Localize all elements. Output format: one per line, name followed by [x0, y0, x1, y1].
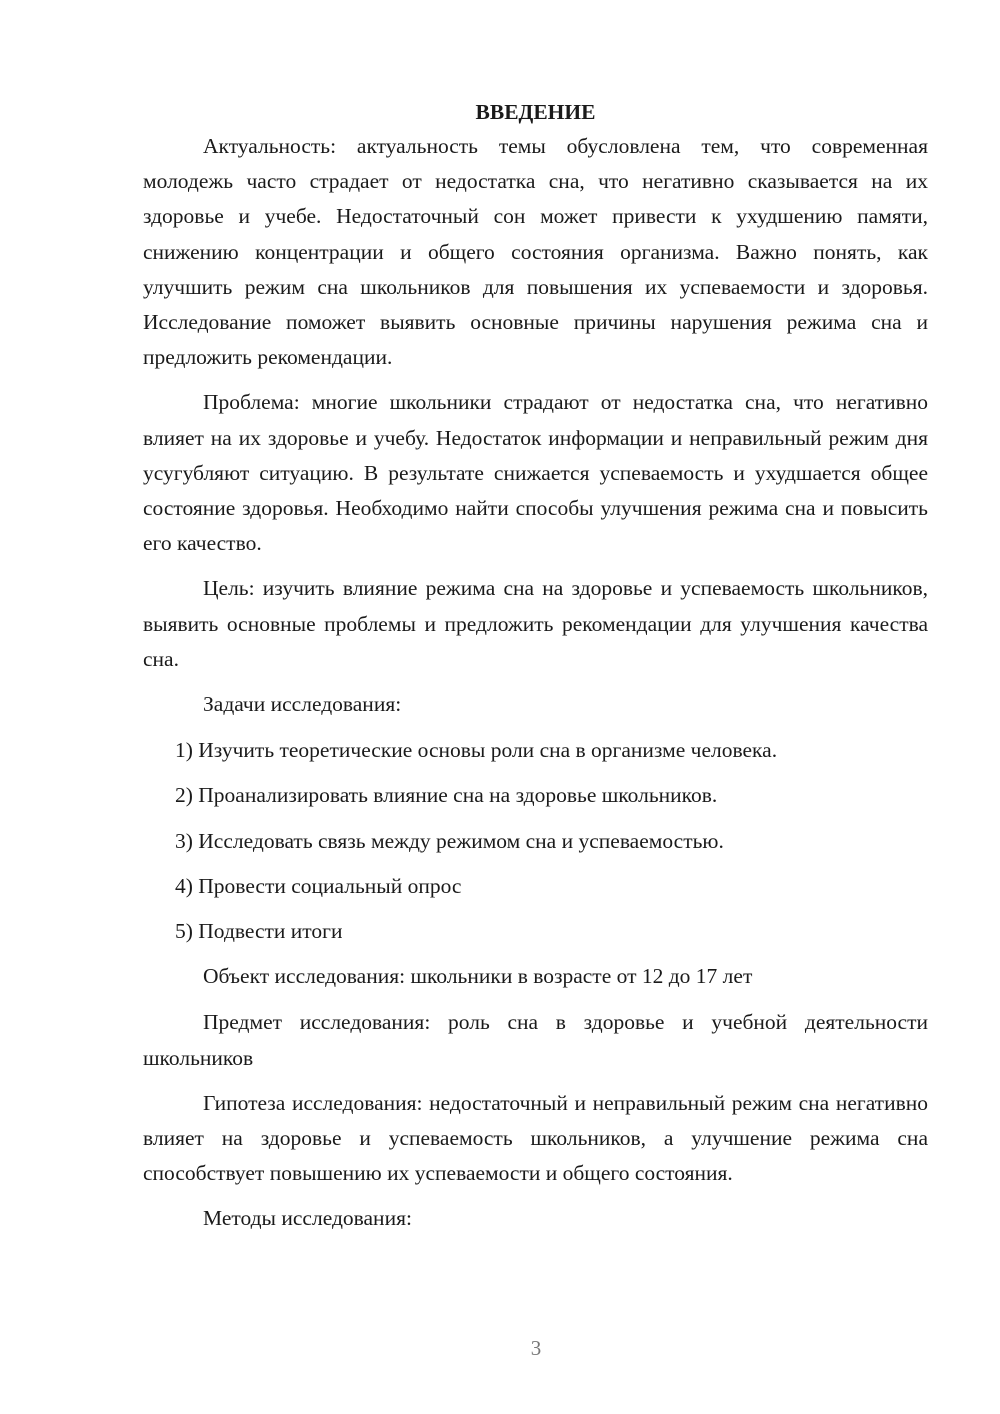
list-item: 5) Подвести итоги	[175, 919, 343, 944]
problem-paragraph: Проблема: многие школьники страдают от недостатка сна, что негативно влияет на их здоровье и учебу. Недостаток информации и неправильный режим дня усугубляют ситуацию. В результате снижается успеваемость и ухудшается общее состояние здоровья. Необходимо найти способы улучшения режима сна и повысить его качество.	[143, 390, 928, 556]
list-item: 4) Провести социальный опрос	[175, 873, 462, 898]
goal-paragraph: Цель: изучить влияние режима сна на здоровье и успеваемость школьников, выявить основные проблемы и предложить рекомендации для улучшения качества сна.	[143, 576, 928, 671]
list-item: 1) Изучить теоретические основы роли сна в организме человека.	[175, 738, 778, 763]
page-title: ВВЕДЕНИЕ	[475, 100, 596, 124]
object-paragraph: Объект исследования: школьники в возрасте от 12 до 17 лет	[203, 964, 753, 989]
tasks-label: Задачи исследования:	[203, 692, 402, 717]
relevance-paragraph: Актуальность: актуальность темы обусловлена тем, что современная молодежь часто страдает от недостатка сна, что негативно сказывается на их здоровье и учебе. Недостаточный сон может привести к ухудшению памяти, снижению концентрации и общего состояния организма. Важно понять, как улучшить режим сна школьников для повышения их успеваемости и здоровья. Исследование поможет выявить основные причины нарушения режима сна и предложить рекомендации.	[143, 134, 928, 370]
list-item: 3) Исследовать связь между режимом сна и успеваемостью.	[175, 828, 724, 853]
page-number: 3	[530, 1336, 542, 1360]
subject-paragraph: Предмет исследования: роль сна в здоровье и учебной деятельности школьников	[143, 1010, 928, 1070]
list-item: 2) Проанализировать влияние сна на здоровье школьников.	[175, 783, 718, 808]
methods-label: Методы исследования:	[203, 1206, 412, 1231]
page-content	[143, 97, 928, 1248]
tasks-list	[143, 733, 928, 949]
hypothesis-paragraph: Гипотеза исследования: недостаточный и неправильный режим сна негативно влияет на здоровье и успеваемость школьников, а улучшение режима сна способствует повышению их успеваемости и общего состояния.	[143, 1090, 928, 1186]
